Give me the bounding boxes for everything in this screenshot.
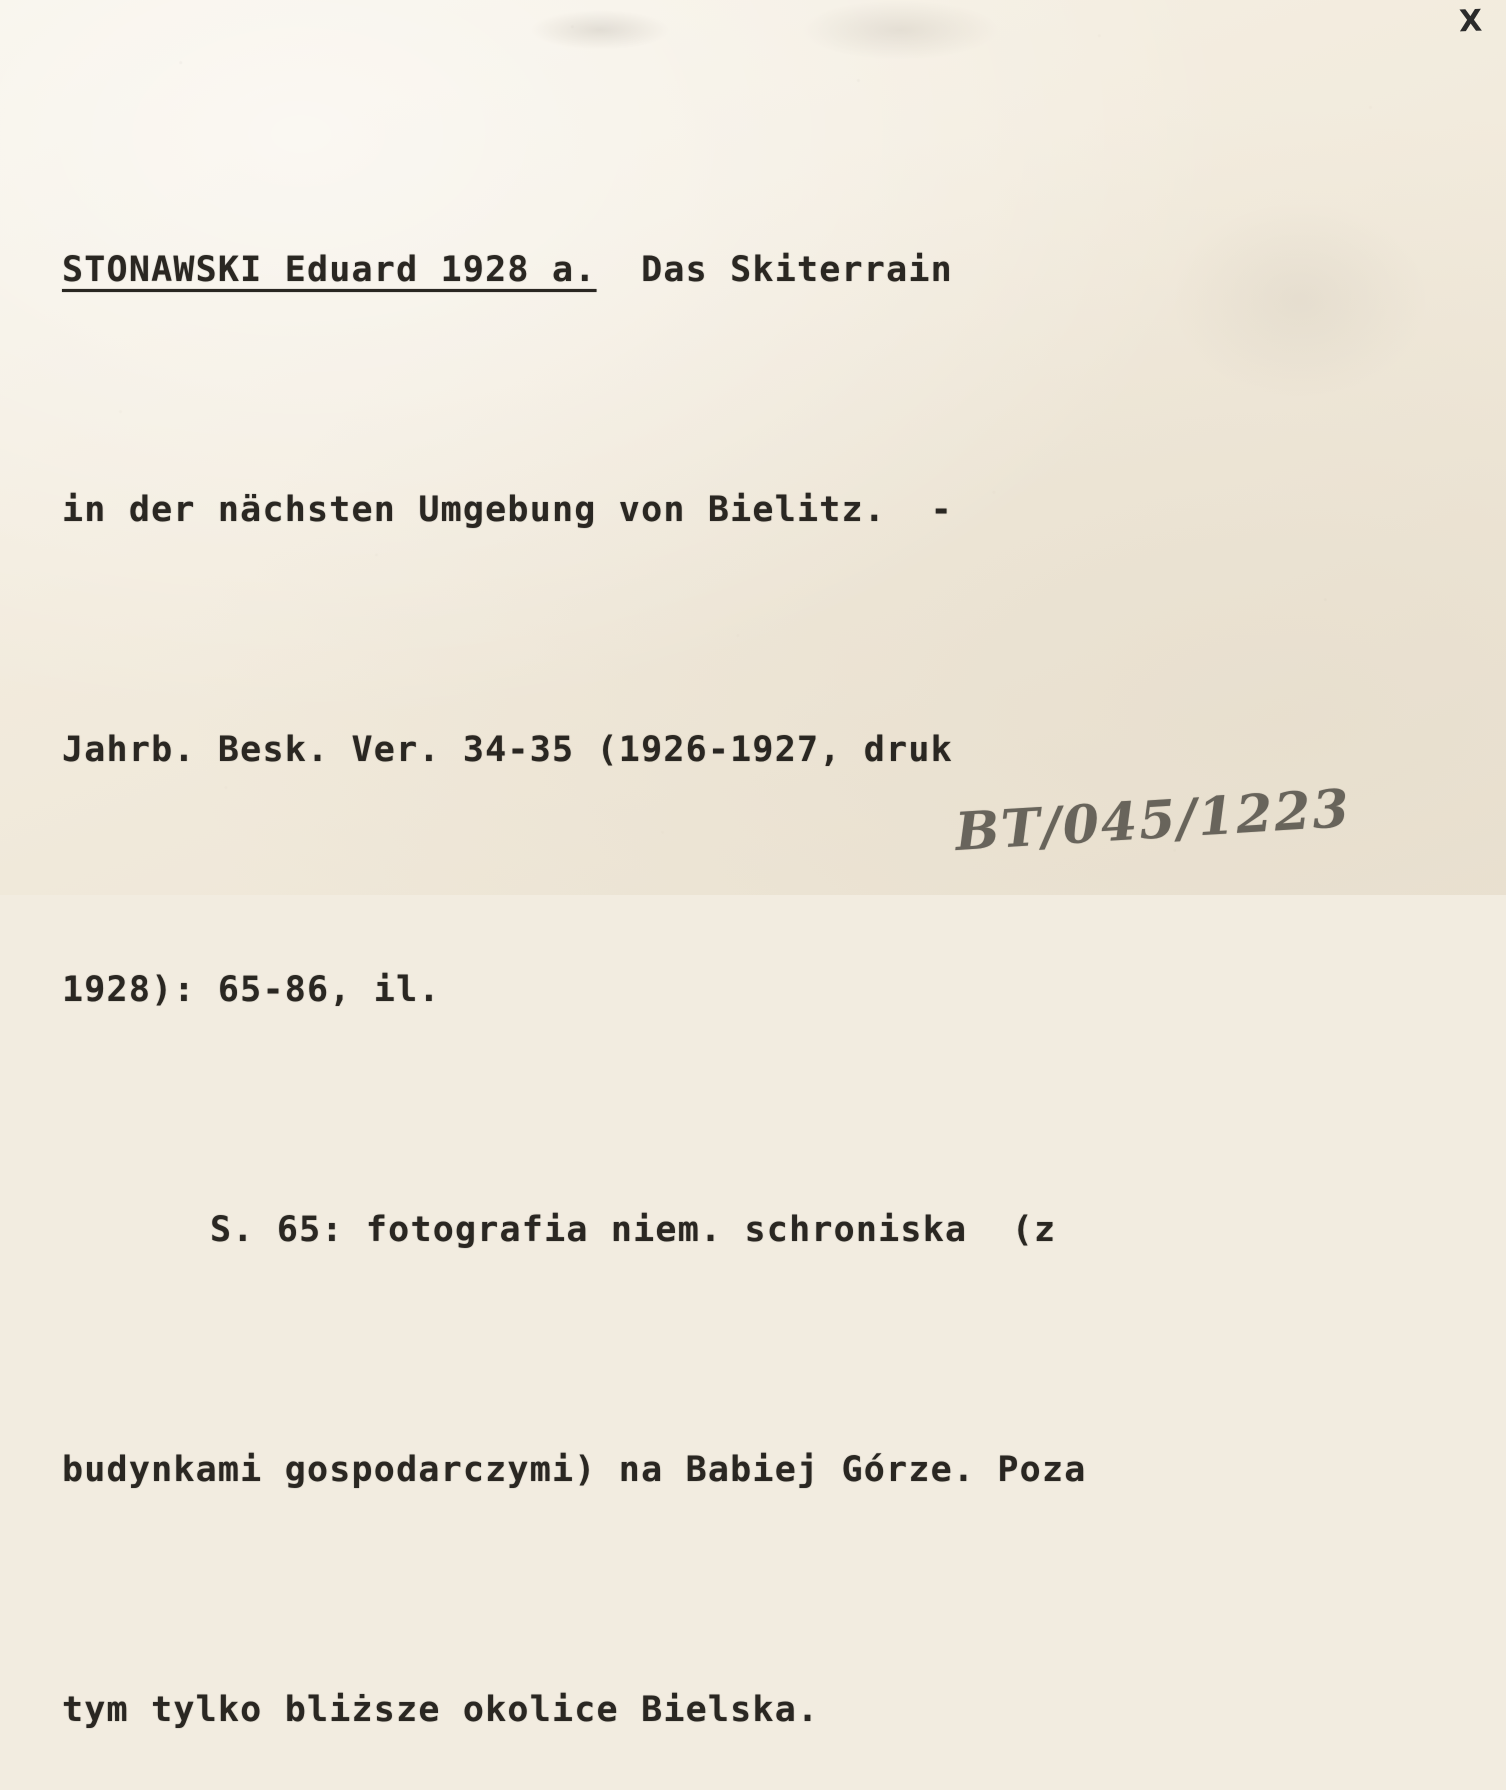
entry-line-5 <box>62 1190 1482 1270</box>
corner-mark-x: X <box>1458 3 1483 40</box>
entry-author-title: STONAWSKI Eduard 1928 a. <box>62 250 597 290</box>
entry-line-6: budynkami gospodarczymi) na Babiej Górze. Poza <box>62 1450 1087 1490</box>
entry-line-5-text: S. 65: fotografia niem. schroniska (z <box>210 1210 1057 1250</box>
pencil-shelfmark-reference: BT/045/1223 <box>953 777 1353 864</box>
paper-smudge-top-left <box>530 10 670 50</box>
entry-line-1-rest: Das Skiterrain <box>596 250 953 290</box>
paper-smudge-top-right <box>800 0 1000 60</box>
entry-line-7: tym tylko bliższe okolice Bielska. <box>62 1690 820 1730</box>
entry-line-3: Jahrb. Besk. Ver. 34-35 (1926-1927, druk <box>62 730 953 770</box>
typed-bibliographic-entry <box>62 70 1482 1790</box>
entry-line-4: 1928): 65-86, il. <box>62 970 441 1010</box>
entry-line-2: in der nächsten Umgebung von Bielitz. - <box>62 490 953 530</box>
entry-line-1 <box>62 230 1482 310</box>
